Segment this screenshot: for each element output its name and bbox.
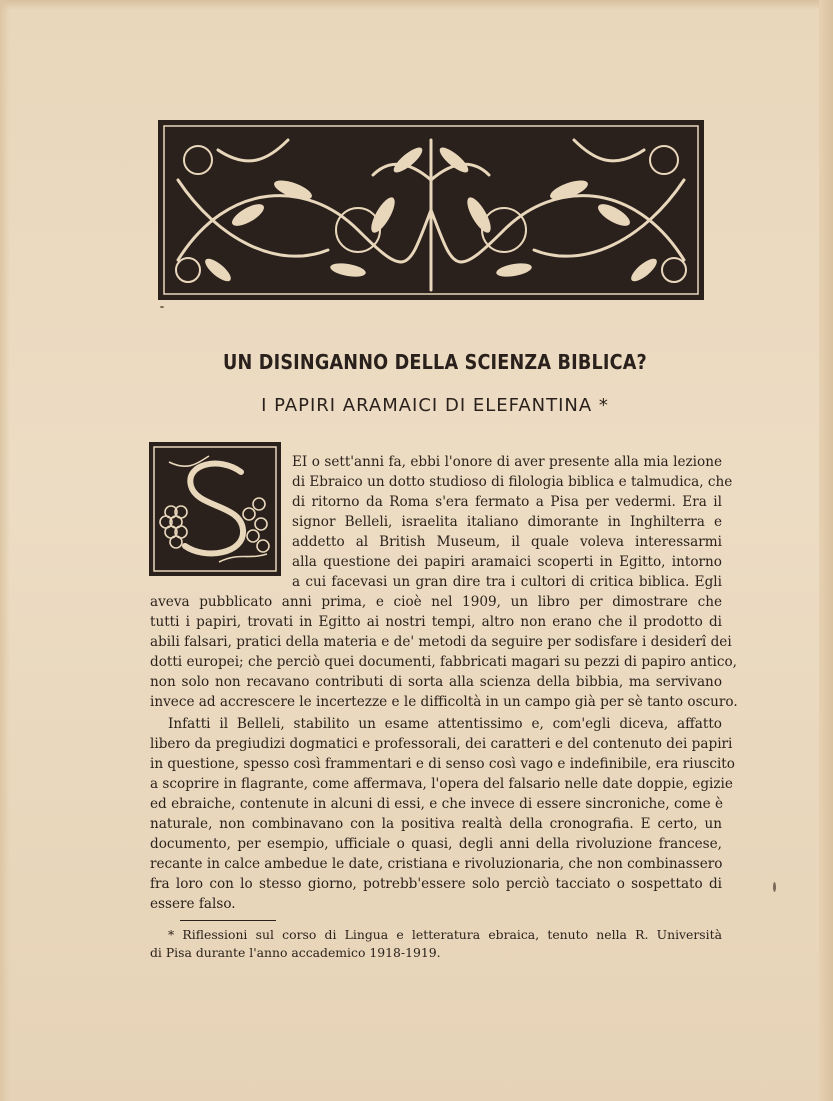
- paragraph-line: naturale, non combinavano con la positiva realtà della cronografia. E certo, un: [150, 816, 722, 832]
- paragraph-line: in questione, spesso così frammentari e di senso così vago e indefinibile, era riuscito: [150, 756, 735, 772]
- paragraph-line: fra loro con lo stesso giorno, potrebb'essere solo perciò tacciato o sospettato di: [150, 876, 722, 892]
- woodcut-headpiece-icon: [158, 120, 704, 300]
- paragraph-line: aveva pubblicato anni prima, e cioè nel 1909, un libro per dimostrare che: [150, 594, 722, 610]
- paragraph-line: signor Belleli, israelita italiano dimorante in Inghilterra e: [292, 514, 722, 530]
- paragraph-line: Infatti il Belleli, stabilito un esame attentissimo e, com'egli diceva, affatto: [168, 716, 722, 732]
- footnote-line: di Pisa durante l'anno accademico 1918-1919.: [150, 945, 441, 960]
- paragraph-line: dotti europei; che perciò quei documenti, fabbricati magari su pezzi di papiro antico,: [150, 654, 737, 670]
- paragraph-line: EI o sett'anni fa, ebbi l'onore di aver presente alla mia lezione: [292, 454, 722, 470]
- paragraph-line: a cui facevasi un gran dire tra i cultori di critica biblica. Egli: [292, 574, 722, 590]
- paragraph-line: abili falsari, pratici della materia e de' metodi da seguire per sodisfare i desiderî dei: [150, 634, 732, 650]
- paragraph-line: libero da pregiudizi dogmatici e professorali, dei caratteri e del contenuto dei papiri: [150, 736, 733, 752]
- page-left-edge: [0, 0, 10, 1101]
- paragraph-line: documento, per esempio, ufficiale o quasi, degli anni della rivoluzione francese,: [150, 836, 722, 852]
- paragraph-line: alla questione dei papiri aramaici scoperti in Egitto, intorno: [292, 554, 722, 570]
- paragraph-line: ed ebraiche, contenute in alcuni di essi, e che invece di essere sincroniche, come è: [150, 796, 724, 812]
- article-subtitle: I PAPIRI ARAMAICI DI ELEFANTINA *: [261, 395, 609, 416]
- article-title: UN DISINGANNO DELLA SCIENZA BIBLICA?: [223, 350, 647, 374]
- paragraph-line: di ritorno da Roma s'era fermato a Pisa per vedermi. Era il: [292, 494, 722, 510]
- paragraph-line: essere falso.: [150, 896, 236, 912]
- paper-mark: [160, 306, 164, 308]
- paragraph-line: tutti i papiri, trovati in Egitto ai nostri tempi, altro non erano che il prodotto di: [150, 614, 722, 630]
- paper-mark: [773, 882, 776, 892]
- paragraph-line: non solo non recavano contributi di sorta alla scienza della bibbia, ma servivano: [150, 674, 722, 690]
- decorated-initial-icon: [149, 442, 281, 576]
- paragraph-line: di Ebraico un dotto studioso di filologia biblica e talmudica, che: [292, 474, 733, 490]
- paragraph-line: addetto al British Museum, il quale voleva interessarmi: [292, 534, 722, 550]
- page-right-edge: [819, 0, 833, 1101]
- footnote-rule: [180, 920, 276, 921]
- paragraph-line: recante in calce ambedue le date, cristiana e rivoluzionaria, che non combinassero: [150, 856, 723, 872]
- page-top-edge: [0, 0, 833, 10]
- paragraph-line: invece ad accrescere le incertezze e le difficoltà in un campo già per sè tanto oscuro.: [150, 694, 738, 710]
- footnote-line: * Riflessioni sul corso di Lingua e letteratura ebraica, tenuto nella R. Università: [168, 927, 722, 942]
- paragraph-line: a scoprire in flagrante, come affermava, l'opera del falsario nelle date doppie, egizie: [150, 776, 733, 792]
